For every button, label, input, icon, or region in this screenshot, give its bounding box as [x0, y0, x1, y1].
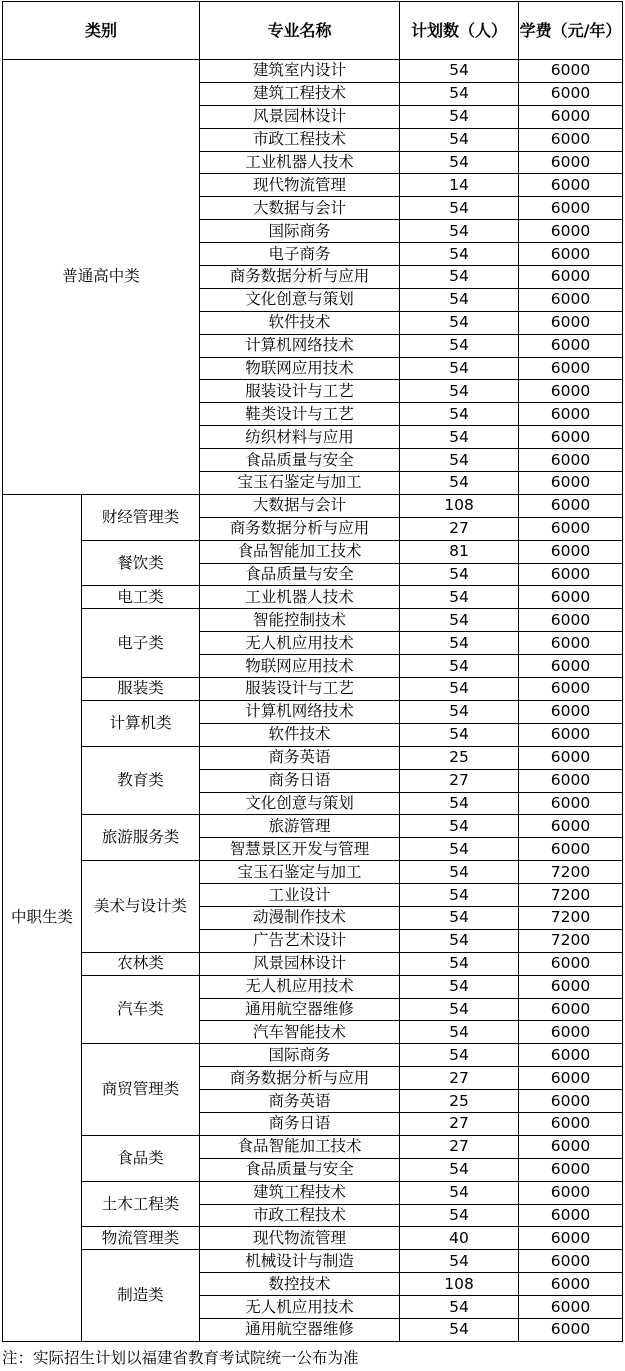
major-cell: 文化创意与策划 — [200, 792, 400, 815]
subcategory-cell: 教育类 — [82, 746, 200, 815]
major-cell: 风景园林设计 — [200, 105, 400, 128]
plan-cell: 54 — [400, 975, 519, 998]
fee-cell: 6000 — [519, 723, 623, 746]
plan-cell: 54 — [400, 197, 519, 220]
subcategory-cell: 财经管理类 — [82, 494, 200, 540]
fee-cell: 6000 — [519, 769, 623, 792]
plan-cell: 54 — [400, 1296, 519, 1319]
plan-cell: 81 — [400, 540, 519, 563]
table-row — [3, 1227, 623, 1250]
table-row — [3, 975, 623, 998]
fee-cell: 7200 — [519, 884, 623, 907]
table-header-row — [3, 2, 623, 60]
subcategory-cell: 汽车类 — [82, 975, 200, 1044]
header-fee: 学费（元/年） — [519, 2, 623, 60]
subcategory-cell: 旅游服务类 — [82, 815, 200, 861]
table-row — [3, 1181, 623, 1204]
plan-cell: 54 — [400, 700, 519, 723]
plan-cell: 54 — [400, 82, 519, 105]
major-cell: 商务日语 — [200, 1112, 400, 1135]
plan-cell: 54 — [400, 380, 519, 403]
fee-cell: 6000 — [519, 1112, 623, 1135]
major-cell: 纺织材料与应用 — [200, 426, 400, 449]
fee-cell: 6000 — [519, 746, 623, 769]
fee-cell: 6000 — [519, 1135, 623, 1158]
fee-cell: 6000 — [519, 1250, 623, 1273]
fee-cell: 6000 — [519, 1273, 623, 1296]
fee-cell: 6000 — [519, 449, 623, 472]
major-cell: 建筑室内设计 — [200, 60, 400, 83]
fee-cell: 6000 — [519, 700, 623, 723]
major-cell: 商务数据分析与应用 — [200, 266, 400, 289]
subcategory-cell: 美术与设计类 — [82, 861, 200, 953]
fee-cell: 6000 — [519, 288, 623, 311]
fee-cell: 6000 — [519, 1021, 623, 1044]
fee-cell: 6000 — [519, 632, 623, 655]
plan-cell: 54 — [400, 563, 519, 586]
plan-cell: 54 — [400, 952, 519, 975]
major-cell: 风景园林设计 — [200, 952, 400, 975]
plan-cell: 54 — [400, 929, 519, 952]
major-cell: 现代物流管理 — [200, 174, 400, 197]
major-cell: 数控技术 — [200, 1273, 400, 1296]
major-cell: 现代物流管理 — [200, 1227, 400, 1250]
plan-cell: 54 — [400, 609, 519, 632]
major-cell: 电子商务 — [200, 243, 400, 266]
plan-cell: 54 — [400, 792, 519, 815]
subcategory-cell: 食品类 — [82, 1135, 200, 1181]
fee-cell: 6000 — [519, 82, 623, 105]
plan-cell: 54 — [400, 334, 519, 357]
major-cell: 宝玉石鉴定与加工 — [200, 861, 400, 884]
major-cell: 大数据与会计 — [200, 197, 400, 220]
fee-cell: 6000 — [519, 655, 623, 678]
subcategory-cell: 农林类 — [82, 952, 200, 975]
major-cell: 商务数据分析与应用 — [200, 517, 400, 540]
major-cell: 商务数据分析与应用 — [200, 1067, 400, 1090]
table-row — [3, 952, 623, 975]
fee-cell: 6000 — [519, 1227, 623, 1250]
plan-cell: 54 — [400, 586, 519, 609]
category-cell: 普通高中类 — [3, 60, 200, 495]
plan-cell: 54 — [400, 1250, 519, 1273]
major-cell: 国际商务 — [200, 220, 400, 243]
fee-cell: 6000 — [519, 998, 623, 1021]
fee-cell: 6000 — [519, 357, 623, 380]
major-cell: 鞋类设计与工艺 — [200, 403, 400, 426]
plan-cell: 54 — [400, 1021, 519, 1044]
subcategory-cell: 餐饮类 — [82, 540, 200, 586]
fee-cell: 6000 — [519, 472, 623, 495]
plan-cell: 54 — [400, 60, 519, 83]
fee-cell: 6000 — [519, 380, 623, 403]
major-cell: 工业设计 — [200, 884, 400, 907]
plan-cell: 54 — [400, 311, 519, 334]
category-cell: 中职生类 — [3, 494, 82, 1341]
subcategory-cell: 土木工程类 — [82, 1181, 200, 1227]
major-cell: 软件技术 — [200, 723, 400, 746]
fee-cell: 6000 — [519, 151, 623, 174]
plan-cell: 54 — [400, 472, 519, 495]
fee-cell: 6000 — [519, 815, 623, 838]
plan-cell: 54 — [400, 1044, 519, 1067]
plan-cell: 54 — [400, 815, 519, 838]
plan-cell: 54 — [400, 884, 519, 907]
enrollment-plan-table — [2, 1, 623, 1342]
fee-cell: 6000 — [519, 678, 623, 701]
fee-cell: 6000 — [519, 1181, 623, 1204]
fee-cell: 6000 — [519, 609, 623, 632]
major-cell: 动漫制作技术 — [200, 906, 400, 929]
fee-cell: 6000 — [519, 1296, 623, 1319]
plan-cell: 25 — [400, 746, 519, 769]
plan-cell: 54 — [400, 1318, 519, 1341]
table-row — [3, 609, 623, 632]
table-row — [3, 1135, 623, 1158]
plan-cell: 54 — [400, 288, 519, 311]
major-cell: 食品质量与安全 — [200, 449, 400, 472]
subcategory-cell: 计算机类 — [82, 700, 200, 746]
fee-cell: 6000 — [519, 334, 623, 357]
fee-cell: 6000 — [519, 128, 623, 151]
plan-cell: 27 — [400, 1112, 519, 1135]
plan-cell: 54 — [400, 449, 519, 472]
fee-cell: 6000 — [519, 494, 623, 517]
plan-cell: 54 — [400, 403, 519, 426]
major-cell: 汽车智能技术 — [200, 1021, 400, 1044]
fee-cell: 7200 — [519, 906, 623, 929]
plan-cell: 27 — [400, 1067, 519, 1090]
fee-cell: 6000 — [519, 586, 623, 609]
plan-cell: 54 — [400, 1181, 519, 1204]
fee-cell: 6000 — [519, 426, 623, 449]
table-row — [3, 700, 623, 723]
subcategory-cell: 物流管理类 — [82, 1227, 200, 1250]
major-cell: 食品质量与安全 — [200, 563, 400, 586]
major-cell: 食品智能加工技术 — [200, 1135, 400, 1158]
major-cell: 智慧景区开发与管理 — [200, 838, 400, 861]
fee-cell: 6000 — [519, 563, 623, 586]
fee-cell: 6000 — [519, 952, 623, 975]
header-plan: 计划数（人） — [400, 2, 519, 60]
major-cell: 国际商务 — [200, 1044, 400, 1067]
plan-cell: 54 — [400, 220, 519, 243]
plan-cell: 54 — [400, 357, 519, 380]
plan-cell: 54 — [400, 998, 519, 1021]
major-cell: 无人机应用技术 — [200, 1296, 400, 1319]
fee-cell: 6000 — [519, 517, 623, 540]
footnote: 注：实际招生计划以福建省教育考试院统一公布为准 — [2, 1348, 359, 1367]
major-cell: 市政工程技术 — [200, 128, 400, 151]
major-cell: 无人机应用技术 — [200, 632, 400, 655]
plan-cell: 54 — [400, 151, 519, 174]
fee-cell: 6000 — [519, 60, 623, 83]
major-cell: 市政工程技术 — [200, 1204, 400, 1227]
fee-cell: 6000 — [519, 1067, 623, 1090]
fee-cell: 6000 — [519, 243, 623, 266]
major-cell: 旅游管理 — [200, 815, 400, 838]
major-cell: 建筑工程技术 — [200, 82, 400, 105]
fee-cell: 7200 — [519, 929, 623, 952]
plan-cell: 14 — [400, 174, 519, 197]
table-row — [3, 1250, 623, 1273]
major-cell: 广告艺术设计 — [200, 929, 400, 952]
table-row — [3, 586, 623, 609]
fee-cell: 6000 — [519, 1318, 623, 1341]
table-row — [3, 1044, 623, 1067]
major-cell: 工业机器人技术 — [200, 151, 400, 174]
major-cell: 宝玉石鉴定与加工 — [200, 472, 400, 495]
subcategory-cell: 商贸管理类 — [82, 1044, 200, 1136]
fee-cell: 6000 — [519, 1044, 623, 1067]
fee-cell: 6000 — [519, 311, 623, 334]
fee-cell: 6000 — [519, 792, 623, 815]
table-row — [3, 540, 623, 563]
plan-cell: 54 — [400, 723, 519, 746]
subcategory-cell: 电子类 — [82, 609, 200, 678]
fee-cell: 6000 — [519, 266, 623, 289]
major-cell: 文化创意与策划 — [200, 288, 400, 311]
fee-cell: 6000 — [519, 403, 623, 426]
major-cell: 食品质量与安全 — [200, 1158, 400, 1181]
table-row — [3, 678, 623, 701]
plan-cell: 54 — [400, 1204, 519, 1227]
subcategory-cell: 制造类 — [82, 1250, 200, 1342]
major-cell: 计算机网络技术 — [200, 700, 400, 723]
major-cell: 软件技术 — [200, 311, 400, 334]
major-cell: 商务英语 — [200, 746, 400, 769]
plan-cell: 54 — [400, 128, 519, 151]
major-cell: 工业机器人技术 — [200, 586, 400, 609]
major-cell: 智能控制技术 — [200, 609, 400, 632]
fee-cell: 6000 — [519, 1158, 623, 1181]
major-cell: 无人机应用技术 — [200, 975, 400, 998]
plan-cell: 54 — [400, 906, 519, 929]
fee-cell: 6000 — [519, 1090, 623, 1113]
table-row — [3, 494, 623, 517]
major-cell: 通用航空器维修 — [200, 1318, 400, 1341]
fee-cell: 6000 — [519, 540, 623, 563]
fee-cell: 6000 — [519, 197, 623, 220]
major-cell: 建筑工程技术 — [200, 1181, 400, 1204]
plan-cell: 54 — [400, 426, 519, 449]
plan-cell: 54 — [400, 266, 519, 289]
header-category: 类别 — [3, 2, 200, 60]
major-cell: 商务英语 — [200, 1090, 400, 1113]
plan-cell: 54 — [400, 838, 519, 861]
subcategory-cell: 服装类 — [82, 678, 200, 701]
subcategory-cell: 电工类 — [82, 586, 200, 609]
plan-cell: 54 — [400, 678, 519, 701]
plan-cell: 54 — [400, 243, 519, 266]
fee-cell: 6000 — [519, 105, 623, 128]
major-cell: 物联网应用技术 — [200, 357, 400, 380]
major-cell: 通用航空器维修 — [200, 998, 400, 1021]
major-cell: 食品智能加工技术 — [200, 540, 400, 563]
table-row — [3, 746, 623, 769]
plan-cell: 27 — [400, 769, 519, 792]
plan-cell: 108 — [400, 494, 519, 517]
plan-cell: 54 — [400, 105, 519, 128]
major-cell: 服装设计与工艺 — [200, 380, 400, 403]
major-cell: 商务日语 — [200, 769, 400, 792]
table-row — [3, 60, 623, 83]
major-cell: 机械设计与制造 — [200, 1250, 400, 1273]
plan-cell: 40 — [400, 1227, 519, 1250]
fee-cell: 6000 — [519, 838, 623, 861]
plan-cell: 27 — [400, 1135, 519, 1158]
fee-cell: 6000 — [519, 174, 623, 197]
plan-cell: 25 — [400, 1090, 519, 1113]
fee-cell: 7200 — [519, 861, 623, 884]
plan-cell: 54 — [400, 861, 519, 884]
header-major: 专业名称 — [200, 2, 400, 60]
table-row — [3, 815, 623, 838]
major-cell: 物联网应用技术 — [200, 655, 400, 678]
plan-cell: 27 — [400, 517, 519, 540]
plan-cell: 54 — [400, 655, 519, 678]
fee-cell: 6000 — [519, 975, 623, 998]
table-row — [3, 861, 623, 884]
fee-cell: 6000 — [519, 220, 623, 243]
major-cell: 服装设计与工艺 — [200, 678, 400, 701]
plan-cell: 108 — [400, 1273, 519, 1296]
major-cell: 大数据与会计 — [200, 494, 400, 517]
fee-cell: 6000 — [519, 1204, 623, 1227]
plan-cell: 54 — [400, 1158, 519, 1181]
plan-cell: 54 — [400, 632, 519, 655]
major-cell: 计算机网络技术 — [200, 334, 400, 357]
